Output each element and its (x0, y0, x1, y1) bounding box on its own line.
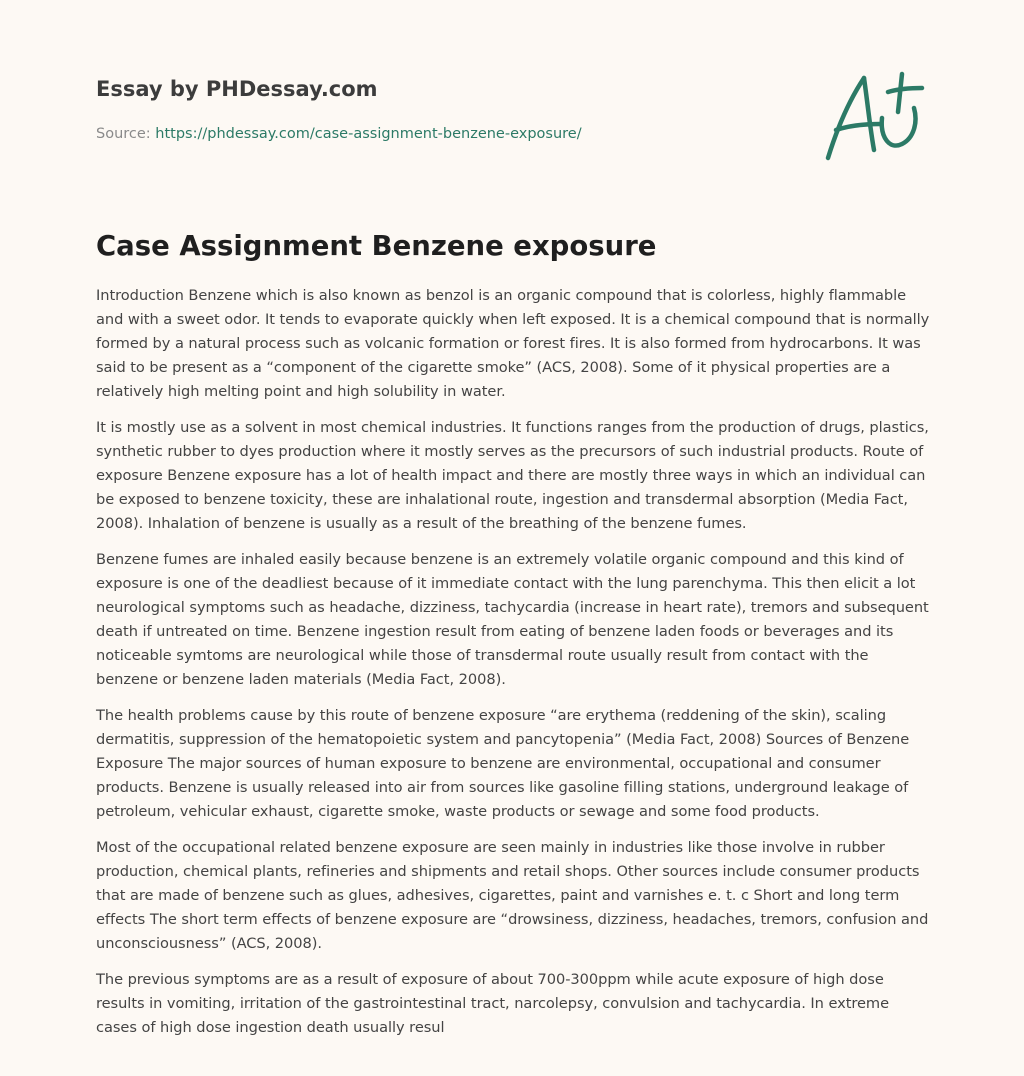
source-line (96, 124, 796, 144)
article-paragraph: Benzene fumes are inhaled easily because benzene is an extremely volatile organic compound and this kind of exposure is one of the deadliest because of it immediate contact with the lung parenchyma. This then elicit a lot neurological symptoms such as headache, dizziness, tachycardia (increase in heart rate), tremors and subsequent death if untreated on time. Benzene ingestion result from eating of benzene laden foods or beverages and its noticeable symtoms are neurological while those of transdermal route usually result from contact with the benzene or benzene laden materials (Media Fact, 2008). (96, 551, 929, 688)
source-link[interactable]: https://phdessay.com/case-assignment-benzene-exposure/ (155, 126, 582, 142)
article-paragraph: It is mostly use as a solvent in most chemical industries. It functions ranges from the production of drugs, plastics, synthetic rubber to dyes production where it mostly serves as the precursors of such industrial products. Route of exposure Benzene exposure has a lot of health impact and there are mostly three ways in which an individual can be exposed to benzene toxicity, these are inhalational route, ingestion and transdermal absorption (Media Fact, 2008). Inhalation of benzene is usually as a result of the breathing of the benzene fumes. (96, 419, 929, 532)
article-paragraph: The health problems cause by this route of benzene exposure “are erythema (reddening of the skin), scaling dermatitis, suppression of the hematopoietic system and pancytopenia” (Media Fact, 2008) Sources of Benzene Exposure The major sources of human exposure to benzene are environmental, occupational and consumer products. Benzene is usually released into air from sources like gasoline filling stations, underground leakage of petroleum, vehicular exhaust, cigarette smoke, waste products or sewage and some food products. (96, 707, 910, 820)
source-label: Source: (96, 126, 151, 142)
article-paragraph: The previous symptoms are as a result of exposure of about 700-300ppm while acute exposure of high dose results in vomiting, irritation of the gastrointestinal tract, narcolepsy, convulsion and tachycardia. In extreme cases of high dose ingestion death usually resul (96, 971, 890, 1036)
site-title: Essay by PHDessay.com (96, 77, 378, 101)
article-paragraph: Most of the occupational related benzene exposure are seen mainly in industries like those involve in rubber production, chemical plants, refineries and shipments and retail shops. Other sources include consumer products that are made of benzene such as glues, adhesives, cigarettes, paint and varnishes e. t. c Short and long term effects The short term effects of benzene exposure are “drowsiness, dizziness, headaches, tremors, confusion and unconsciousness” (ACS, 2008). (96, 839, 929, 952)
page-header (96, 74, 796, 144)
article-body (96, 284, 932, 1040)
article (96, 228, 932, 1052)
article-paragraph: Introduction Benzene which is also known as benzol is an organic compound that is colorless, highly flammable and with a sweet odor. It tends to evaporate quickly when left exposed. It is a chemical compound that is normally formed by a natural process such as volcanic formation or forest fires. It is also formed from hydrocarbons. It was said to be present as a “component of the cigarette smoke” (ACS, 2008). Some of it physical properties are a relatively high melting point and high solubility in water. (96, 287, 930, 400)
a-plus-logo-icon (818, 66, 930, 166)
article-title: Case Assignment Benzene exposure (96, 230, 657, 262)
